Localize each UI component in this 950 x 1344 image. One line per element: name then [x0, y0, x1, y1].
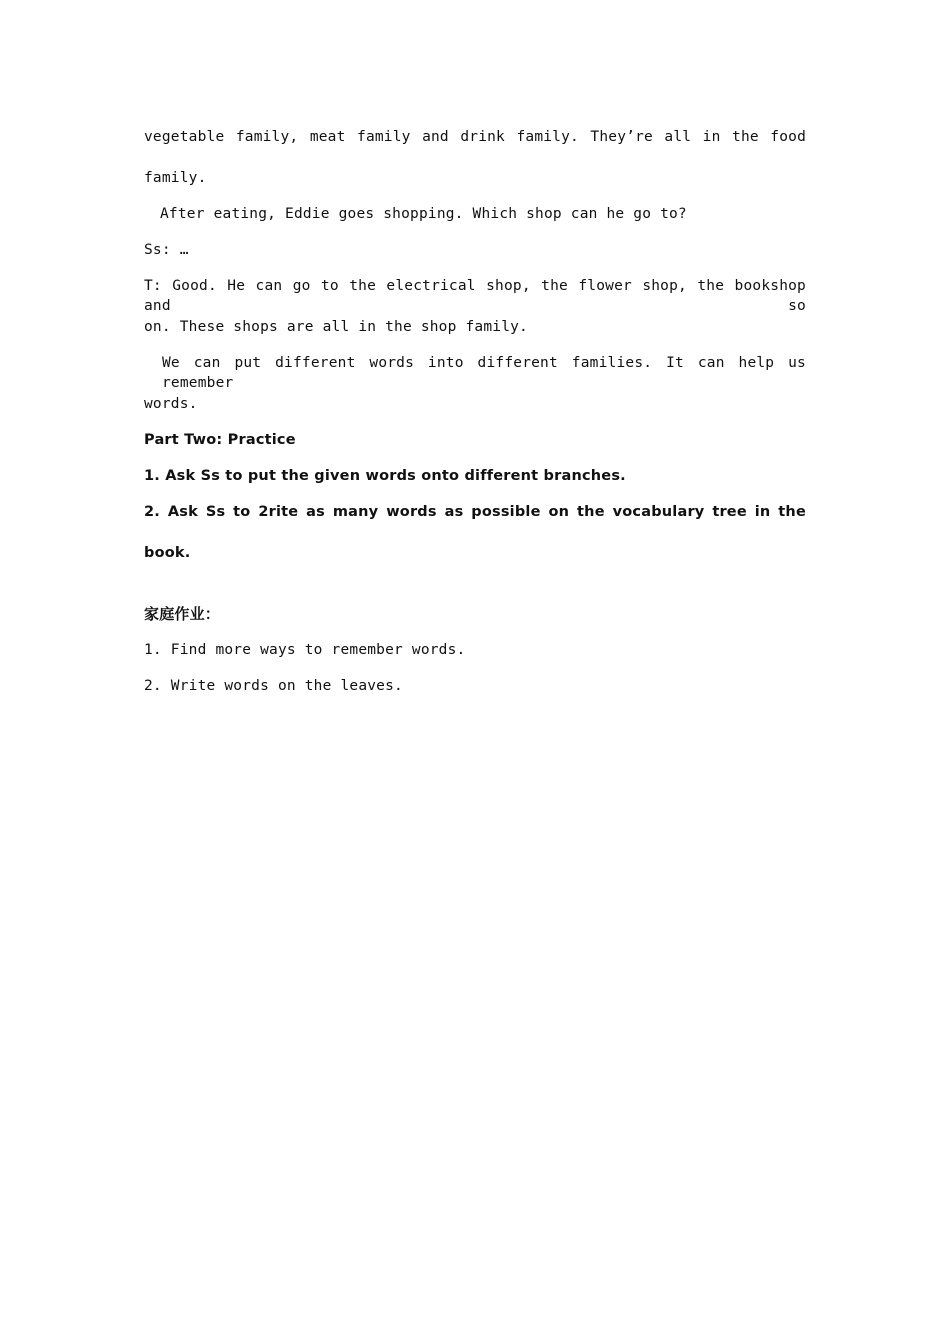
practice-heading: Part Two: Practice [144, 432, 296, 448]
paragraph-line: We can put different words into different families. It can help us remember [162, 355, 806, 391]
paragraph-line: words. [144, 396, 198, 412]
practice-item-continuation: book. [144, 545, 191, 561]
paragraph-line: T: Good. He can go to the electrical shop, the flower shop, the bookshop and so [144, 278, 806, 314]
homework-item: 1. Find more ways to remember words. [144, 642, 466, 658]
paragraph-line: on. These shops are all in the shop family. [144, 319, 528, 335]
practice-item: 1. Ask Ss to put the given words onto different branches. [144, 468, 626, 484]
paragraph-line: After eating, Eddie goes shopping. Which shop can he go to? [160, 206, 687, 222]
paragraph-line: vegetable family, meat family and drink family. They’re all in the food [144, 129, 806, 145]
homework-item: 2. Write words on the leaves. [144, 678, 403, 694]
practice-item: 2. Ask Ss to 2rite as many words as possible on the vocabulary tree in the [144, 504, 806, 520]
homework-heading: 家庭作业： [144, 605, 221, 623]
paragraph-line: family. [144, 170, 207, 186]
paragraph-line: Ss: … [144, 242, 189, 258]
